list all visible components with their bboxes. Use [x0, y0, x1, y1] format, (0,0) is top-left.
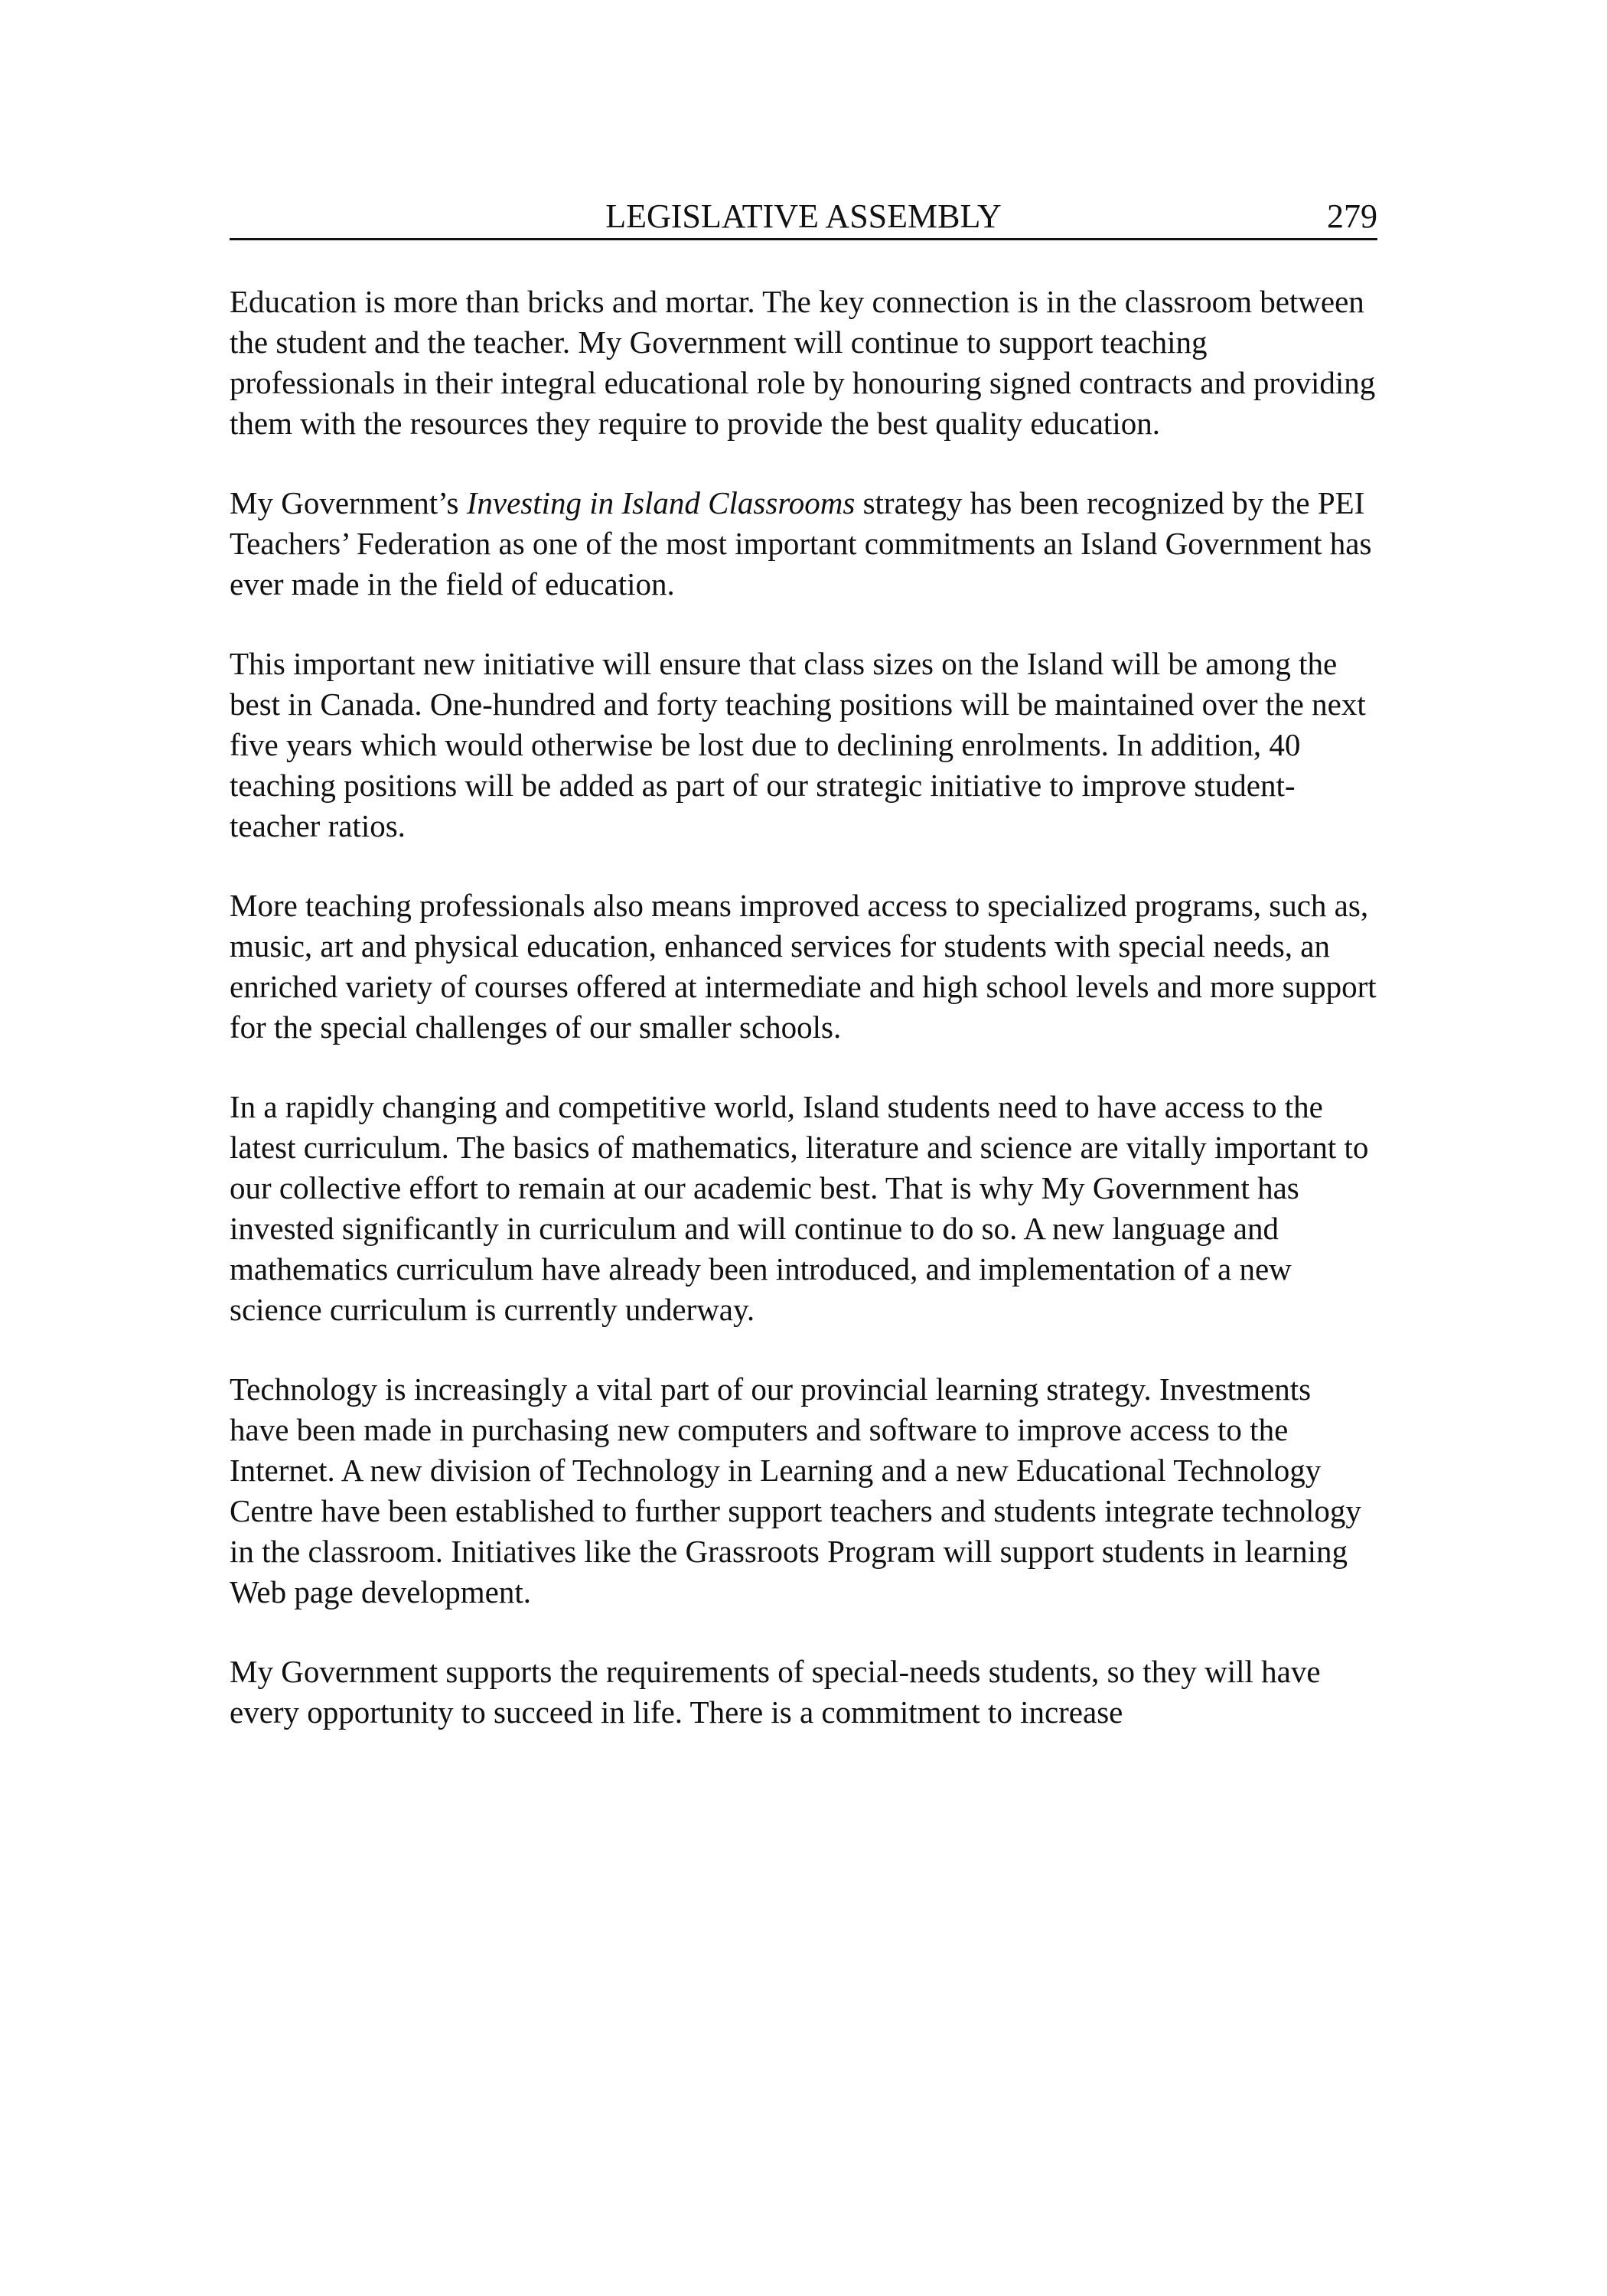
page-number: 279 — [1327, 197, 1377, 235]
document-page — [230, 195, 1377, 1733]
paragraph-trailing-text: strategy has been recognized by the PEI Teachers’ Federation as one of the most important commitments an Island Government has ever made in the field of education. — [230, 485, 1372, 602]
paragraph-education-classroom: Education is more than bricks and mortar. The key connection is in the classroom between the student and the teacher. My Government will continue to support teaching professionals in their integral educational role by honouring signed contracts and providing them with the resources they require to provide the best quality education. — [230, 284, 1376, 441]
paragraph-curriculum: In a rapidly changing and competitive world, Island students need to have access to the latest curriculum. The basics of mathematics, literature and science are vitally important to our collective effort to remain at our academic best. That is why My Government has invested significantly in curriculum and will continue to do so. A new language and mathematics curriculum have already been introduced, and implementation of a new science curriculum is currently underway. — [230, 1089, 1369, 1327]
paragraph-specialized-programs: More teaching professionals also means improved access to specialized programs, such as, music, art and physical education, enhanced services for students with special needs, an enriched variety of courses offered at intermediate and high school levels and more support for the special challenges of our smaller schools. — [230, 888, 1377, 1045]
paragraph-investing-classrooms — [230, 483, 1377, 605]
paragraph-technology: Technology is increasingly a vital part of our provincial learning strategy. Investments have been made in purchasing new computers and software to improve access to the Internet. A new division of Technology in Learning and a new Educational Technology Centre have been established to further support teachers and students integrate technology in the classroom. Initiatives like the Grassroots Program will support students in learning Web page development. — [230, 1371, 1361, 1609]
paragraph-class-sizes: This important new initiative will ensure that class sizes on the Island will be among the best in Canada. One-hundred and forty teaching positions will be maintained over the next five years which would otherwise be lost due to declining enrolments. In addition, 40 teaching positions will be added as part of our strategic initiative to improve student-teacher ratios. — [230, 646, 1366, 843]
paragraph-lead-text: My Government’s — [230, 485, 467, 520]
page-header-title: LEGISLATIVE ASSEMBLY — [605, 197, 1002, 235]
strategy-title-italic: Investing in Island Classrooms — [466, 485, 856, 520]
body-text — [230, 282, 1377, 1733]
paragraph-special-needs: My Government supports the requirements of special-needs students, so they will have every opportunity to succeed in life. There is a commitment to increase — [230, 1654, 1321, 1730]
running-header — [230, 195, 1377, 240]
